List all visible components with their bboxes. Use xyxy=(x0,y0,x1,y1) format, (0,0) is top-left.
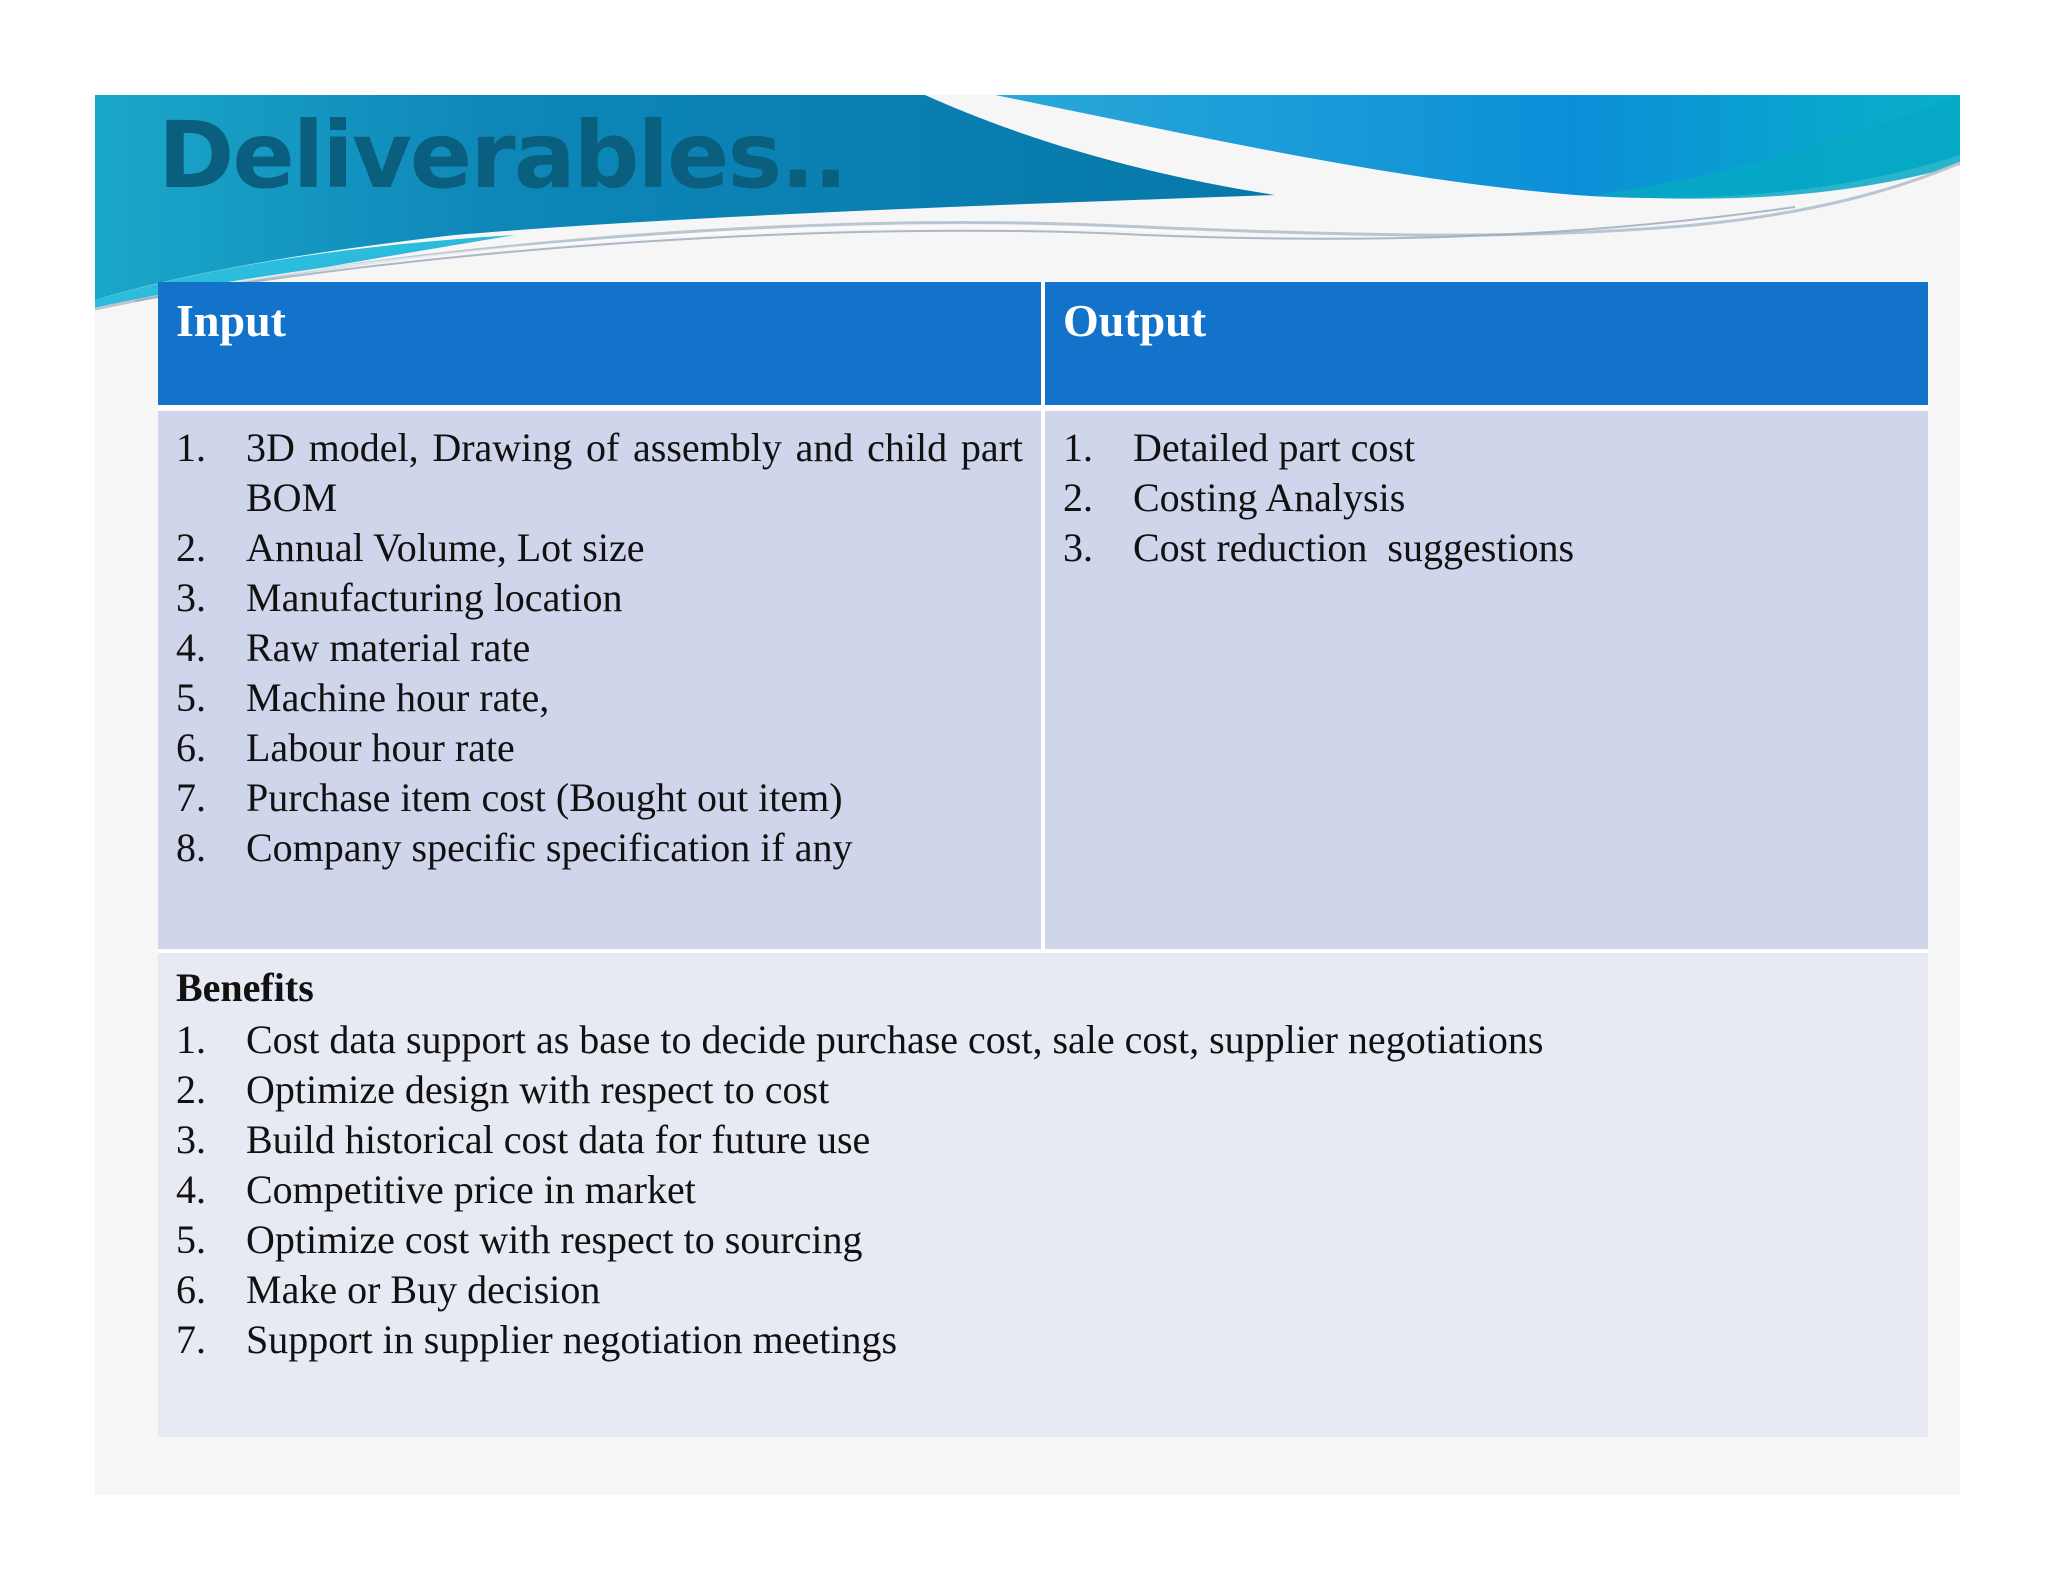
item-text: Purchase item cost (Bought out item) xyxy=(246,775,843,820)
list-item xyxy=(176,1115,1910,1165)
item-number: 3. xyxy=(176,575,206,620)
item-text: Support in supplier negotiation meetings xyxy=(246,1317,898,1362)
item-number: 6. xyxy=(176,1267,206,1312)
slide-title: Deliverables.. xyxy=(158,102,847,209)
output-list xyxy=(1063,423,1910,573)
benefits-row xyxy=(158,951,1928,1437)
input-cell xyxy=(158,408,1043,951)
item-number: 8. xyxy=(176,825,206,870)
item-number: 3. xyxy=(176,1117,206,1162)
item-text: 3D model, Drawing of assembly and child part BOM xyxy=(246,425,1023,520)
item-text: Raw material rate xyxy=(246,625,531,670)
list-item xyxy=(176,773,1023,823)
item-text: Optimize design with respect to cost xyxy=(246,1067,830,1112)
item-number: 7. xyxy=(176,775,206,820)
item-text: Build historical cost data for future use xyxy=(246,1117,871,1162)
item-text: Optimize cost with respect to sourcing xyxy=(246,1217,863,1262)
item-number: 1. xyxy=(176,1017,206,1062)
benefits-title: Benefits xyxy=(176,965,314,1010)
list-item xyxy=(1063,473,1910,523)
item-text: Costing Analysis xyxy=(1133,475,1406,520)
input-list xyxy=(176,423,1023,873)
item-text: Labour hour rate xyxy=(246,725,515,770)
list-item xyxy=(176,1215,1910,1265)
benefits-cell xyxy=(158,951,1928,1437)
deliverables-table xyxy=(158,282,1928,1437)
list-item xyxy=(176,1015,1910,1065)
output-cell xyxy=(1043,408,1928,951)
item-number: 5. xyxy=(176,1217,206,1262)
list-item xyxy=(176,523,1023,573)
item-text: Manufacturing location xyxy=(246,575,623,620)
input-header: Input xyxy=(158,282,1043,408)
list-item xyxy=(176,823,1023,873)
list-item xyxy=(1063,523,1910,573)
item-number: 4. xyxy=(176,625,206,670)
list-item xyxy=(176,1315,1910,1365)
list-item xyxy=(176,623,1023,673)
item-number: 1. xyxy=(1063,425,1093,470)
list-item xyxy=(1063,423,1910,473)
output-header: Output xyxy=(1043,282,1928,408)
benefits-list xyxy=(176,1015,1910,1365)
list-item xyxy=(176,1065,1910,1115)
item-text: Annual Volume, Lot size xyxy=(246,525,645,570)
item-text: Detailed part cost xyxy=(1133,425,1416,470)
item-text: Company specific specification if any xyxy=(246,825,853,870)
item-number: 1. xyxy=(176,425,206,470)
list-item xyxy=(176,1165,1910,1215)
item-number: 3. xyxy=(1063,525,1093,570)
list-item xyxy=(176,1265,1910,1315)
item-number: 7. xyxy=(176,1317,206,1362)
item-number: 2. xyxy=(1063,475,1093,520)
item-number: 6. xyxy=(176,725,206,770)
list-item xyxy=(176,573,1023,623)
item-number: 2. xyxy=(176,1067,206,1112)
table-body-row xyxy=(158,408,1928,951)
item-text: Make or Buy decision xyxy=(246,1267,601,1312)
list-item xyxy=(176,423,1023,523)
item-number: 5. xyxy=(176,675,206,720)
list-item xyxy=(176,673,1023,723)
item-text: Competitive price in market xyxy=(246,1167,696,1212)
table-header-row xyxy=(158,282,1928,408)
list-item xyxy=(176,723,1023,773)
item-text: Cost data support as base to decide purchase cost, sale cost, supplier negotiations xyxy=(246,1017,1544,1062)
item-text: Cost reduction suggestions xyxy=(1133,525,1575,570)
item-number: 4. xyxy=(176,1167,206,1212)
item-number: 2. xyxy=(176,525,206,570)
item-text: Machine hour rate, xyxy=(246,675,550,720)
